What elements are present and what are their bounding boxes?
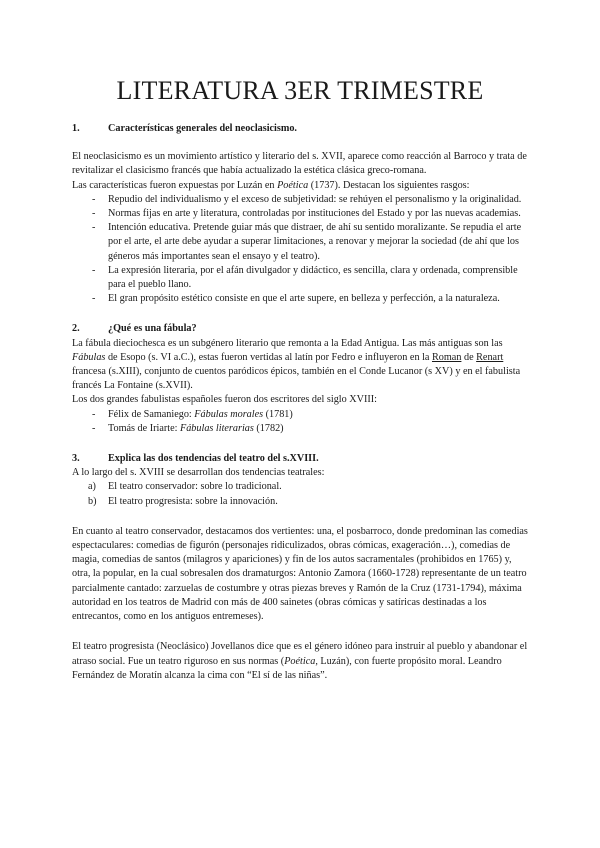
- section-2-heading: [72, 322, 530, 336]
- section-title: ¿Qué es una fábula?: [108, 323, 197, 335]
- section-1-heading: [72, 122, 530, 136]
- paragraph: Las características fueron expuestas por Luzán en Poética (1737). Destacan los siguientes rasgos:: [72, 179, 470, 191]
- lettered-list: [72, 480, 530, 508]
- bullet-list: [72, 193, 530, 307]
- paragraph: El neoclasicismo es un movimiento artístico y literario del s. XVII, aparece como reacción al Barroco y trata de revitalizar el clasicismo francés que había actualizado la estética clásica greco-romana.: [72, 151, 527, 177]
- section-number: 1.: [72, 123, 80, 134]
- book-title: Poética: [284, 655, 316, 667]
- page-title: LITERATURA 3ER TRIMESTRE: [116, 76, 484, 105]
- section-number: 2.: [72, 323, 80, 335]
- list-item: - El gran propósito estético consiste en que el arte supere, en belleza y perfección, a la naturaleza.: [92, 293, 500, 305]
- paragraph: Los dos grandes fabulistas españoles fueron dos escritores del siglo XVIII:: [72, 394, 377, 406]
- section-title: Características generales del neoclasicismo.: [108, 123, 297, 134]
- book-title: Poética: [277, 179, 309, 191]
- paragraph: En cuanto al teatro conservador, destacamos dos vertientes: una, el posbarroco, donde predominan las comedias espectaculares: comedias de figurón (personajes ridiculizados, obras cómicas, exageración…), comedias de magia, comedias de santos (milagros y apariciones) y fin de los autos sacramentales (prohibidos en 1765) y, otra, la popular, en la cual sobresalen dos dramaturgos: Antonio Zamora (1660-1728) representante de un teatro parcialmente cantado: zarzuelas de costumbre y otras piezas breves y Ramón de la Cruz (1731-1794), máxima autoridad en los teatros de Madrid con más de 400 sainetes (obras cómicas y satíricas destinadas a los entrecantos, como en los antiguos entremeses).: [72, 525, 528, 623]
- document-body: [72, 122, 530, 683]
- list-item: - Normas fijas en arte y literatura, controladas por instituciones del Estado y por las nuevas academias.: [92, 208, 521, 220]
- book-title: Fábulas: [72, 351, 106, 363]
- list-item: a) El teatro conservador: sobre lo tradicional.: [88, 481, 282, 493]
- section-number: 3.: [72, 453, 80, 465]
- bullet-list: [72, 408, 530, 436]
- list-item: - Tomás de Iriarte: Fábulas literarias (1782): [92, 422, 284, 434]
- paragraph: La fábula dieciochesca es un subgénero literario que remonta a la Edad Antigua. Las más antiguas son las Fábulas de Esopo (s. VI a.C.), estas fueron vertidas al latín por Fedro e influyeron en la Roman de Renart francesa (s.XIII), conjunto de cuentos paródicos épicos, también en el Conde Lucanor (s XV) y en el fabulista francés La Fontaine (s.XVII).: [72, 337, 521, 392]
- section-3-heading: [72, 452, 530, 466]
- list-item: b) El teatro progresista: sobre la innovación.: [88, 495, 278, 507]
- paragraph: El teatro progresista (Neoclásico) Jovellanos dice que es el género idóneo para instruir al pueblo y abandonar el atraso social. Fue un teatro riguroso en sus normas (Poética, Luzán), con fuerte propósito moral. Leandro Fernández de Moratín alcanza la cima con “El sí de las niñas”.: [72, 641, 528, 681]
- paragraph: A lo largo del s. XVIII se desarrollan dos tendencias teatrales:: [72, 467, 325, 479]
- list-item: - Intención educativa. Pretende guiar más que distraer, de ahí su sentido moralizante. Se repudia el arte por el arte, el arte debe ayudar a superar limitaciones, a renovar y mejorar la sociedad (de ahí que los géneros más importantes sean el ensayo y el teatro).: [92, 222, 522, 262]
- list-item: - Félix de Samaniego: Fábulas morales (1781): [92, 408, 293, 420]
- section-title: Explica las dos tendencias del teatro del s.XVIII.: [108, 453, 319, 465]
- list-item: - La expresión literaria, por el afán divulgador y didáctico, es sencilla, clara y ordenada, comprensible para el pueblo llano.: [92, 264, 518, 291]
- list-item: - Repudio del individualismo y el exceso de subjetividad: se rehúyen el personalismo y la originalidad.: [92, 193, 522, 205]
